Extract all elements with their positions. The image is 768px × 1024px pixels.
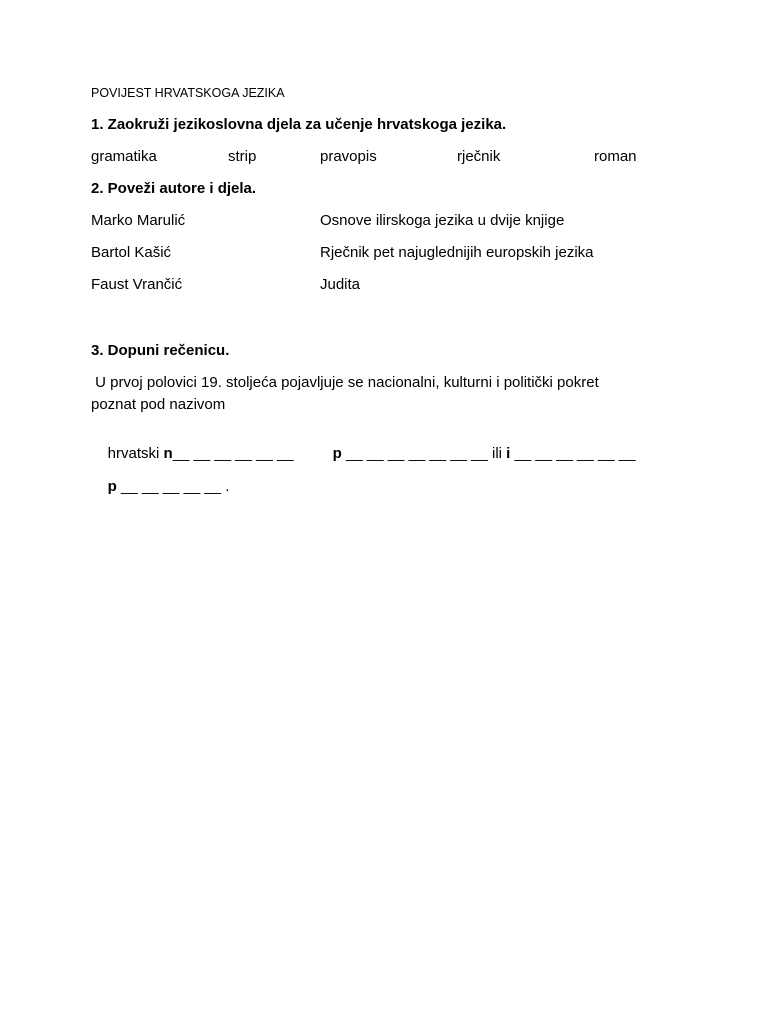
blank-prefix: hrvatski xyxy=(107,445,164,462)
sentence-line-2: poznat pod nazivom xyxy=(91,396,226,413)
blank-4-underscores: __ __ __ __ __ . xyxy=(116,478,230,495)
author-item: Faust Vrančić xyxy=(91,276,183,293)
question-3-title: 3. Dopuni rečenicu. xyxy=(91,342,230,359)
fill-in-line-1-right xyxy=(316,428,635,479)
blank-1-underscores: __ __ __ __ __ __ xyxy=(172,445,294,462)
sentence-line-1: U prvoj polovici 19. stoljeća pojavljuje se nacionalni, kulturni i politički pokret xyxy=(91,374,599,391)
option-rjecnik: rječnik xyxy=(457,148,501,165)
blank-1-letter: n xyxy=(163,445,173,462)
option-gramatika: gramatika xyxy=(91,148,157,165)
fill-in-line-2 xyxy=(91,461,229,512)
connector-ili: ili xyxy=(487,445,507,462)
question-1-title: 1. Zaokruži jezikoslovna djela za učenje hrvatskoga jezika. xyxy=(91,116,507,133)
blank-3-underscores: __ __ __ __ __ __ xyxy=(510,445,636,462)
document-heading: POVIJEST HRVATSKOGA JEZIKA xyxy=(91,86,285,100)
work-item: Rječnik pet najuglednijih europskih jezika xyxy=(320,244,594,261)
blank-2-letter: p xyxy=(332,445,342,462)
blank-4-letter: p xyxy=(107,478,117,495)
option-pravopis: pravopis xyxy=(320,148,377,165)
question-2-title: 2. Poveži autore i djela. xyxy=(91,180,257,197)
author-item: Marko Marulić xyxy=(91,212,186,229)
work-item: Osnove ilirskoga jezika u dvije knjige xyxy=(320,212,565,229)
author-item: Bartol Kašić xyxy=(91,244,172,261)
blank-3-letter: i xyxy=(506,445,511,462)
option-roman: roman xyxy=(594,148,637,165)
work-item: Judita xyxy=(320,276,361,293)
blank-2-underscores: __ __ __ __ __ __ __ xyxy=(341,445,488,462)
option-strip: strip xyxy=(228,148,257,165)
